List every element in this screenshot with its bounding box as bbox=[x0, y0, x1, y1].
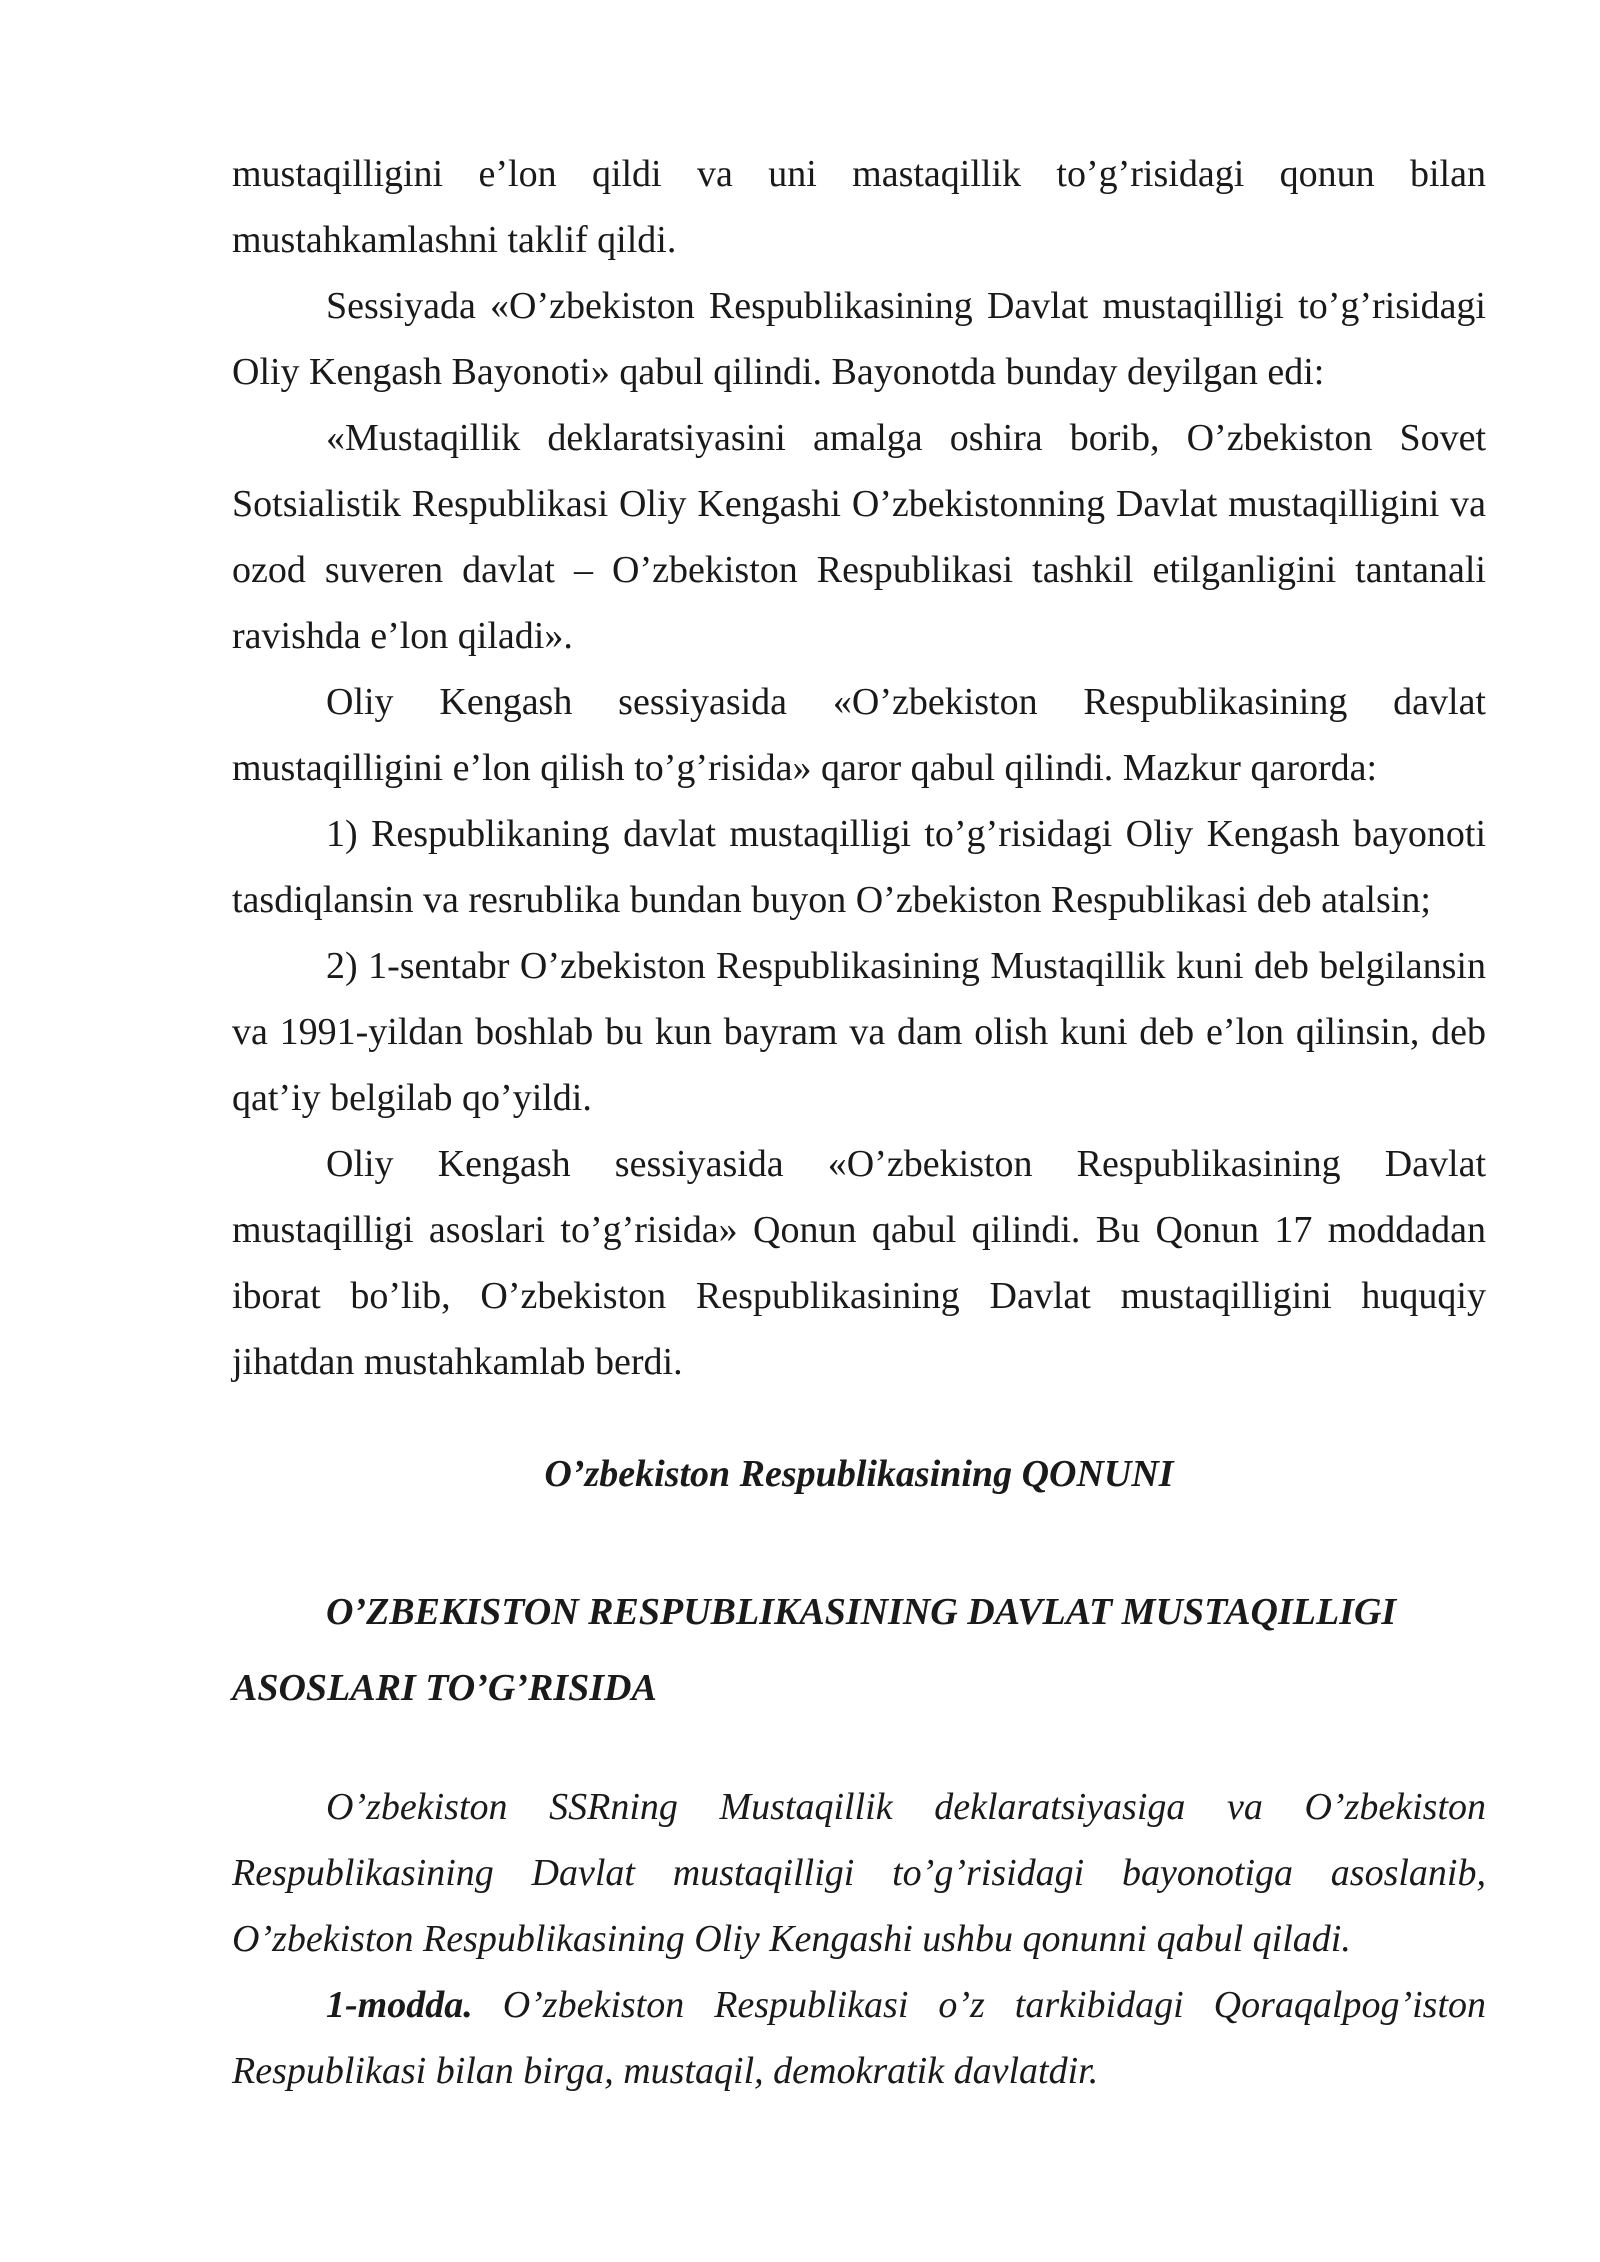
paragraph: mustaqilligini e’lon qildi va uni mastaqillik to’g’risidagi qonun bilan mustahkamlashni taklif qildi. bbox=[232, 153, 1486, 261]
body-text bbox=[232, 141, 1486, 1395]
paragraph: Oliy Kengash sessiyasida «O’zbekiston Respublikasining davlat mustaqilligini e’lon qilish to’g’risida» qaror qabul qilindi. Mazkur qarorda: bbox=[232, 681, 1486, 789]
list-item: 1) Respublikaning davlat mustaqilligi to’g’risidagi Oliy Kengash bayonoti tasdiqlansin va resrublika bundan buyon O’zbekiston Respublikasi deb atalsin; bbox=[232, 813, 1486, 921]
law-preamble: O’zbekiston SSRning Mustaqillik deklaratsiyasiga va O’zbekiston Respublikasining Davlat mustaqilligi to’g’risidagi bayonotiga asoslanib, O’zbekiston Respublikasining Oliy Kengashi ushbu qonunni qabul qiladi. bbox=[232, 1786, 1486, 1960]
article-text: O’zbekiston Respublikasi o’z tarkibidagi Qoraqalpog’iston Respublikasi bilan birga, mustaqil, demokratik davlatdir. bbox=[232, 1984, 1486, 2092]
law-heading: O’ZBEKISTON RESPUBLIKASINING DAVLAT MUSTAQILLIGI ASOSLARI TO’G’RISIDA bbox=[232, 1591, 1397, 1709]
paragraph: Oliy Kengash sessiyasida «O’zbekiston Respublikasining Davlat mustaqilligi asoslari to’g’risida» Qonun qabul qilindi. Bu Qonun 17 moddadan iborat bo’lib, O’zbekiston Respublikasining Davlat mustaqilligini huquqiy jihatdan mustahkamlab berdi. bbox=[232, 1143, 1486, 1383]
law-body bbox=[232, 1774, 1486, 2104]
article-paragraph bbox=[232, 1972, 1486, 2104]
article-label: 1-modda. bbox=[326, 1984, 473, 2026]
quote-paragraph: «Mustaqillik deklaratsiyasini amalga oshira borib, O’zbekiston Sovet Sotsialistik Respublikasi Oliy Kengashi O’zbekistonning Davlat mustaqilligini va ozod suveren davlat – O’zbekiston Respublikasi tashkil etilganligini tantanali ravishda e’lon qiladi». bbox=[232, 417, 1486, 657]
law-title: O’zbekiston Respublikasining QONUNI bbox=[544, 1453, 1174, 1495]
paragraph: Sessiyada «O’zbekiston Respublikasining Davlat mustaqilligi to’g’risidagi Oliy Kengash Bayonoti» qabul qilindi. Bayonotda bunday deyilgan edi: bbox=[232, 285, 1486, 393]
list-item: 2) 1-sentabr O’zbekiston Respublikasining Mustaqillik kuni deb belgilansin va 1991-yildan boshlab bu kun bayram va dam olish kuni deb e’lon qilinsin, deb qat’iy belgilab qo’yildi. bbox=[232, 945, 1486, 1119]
